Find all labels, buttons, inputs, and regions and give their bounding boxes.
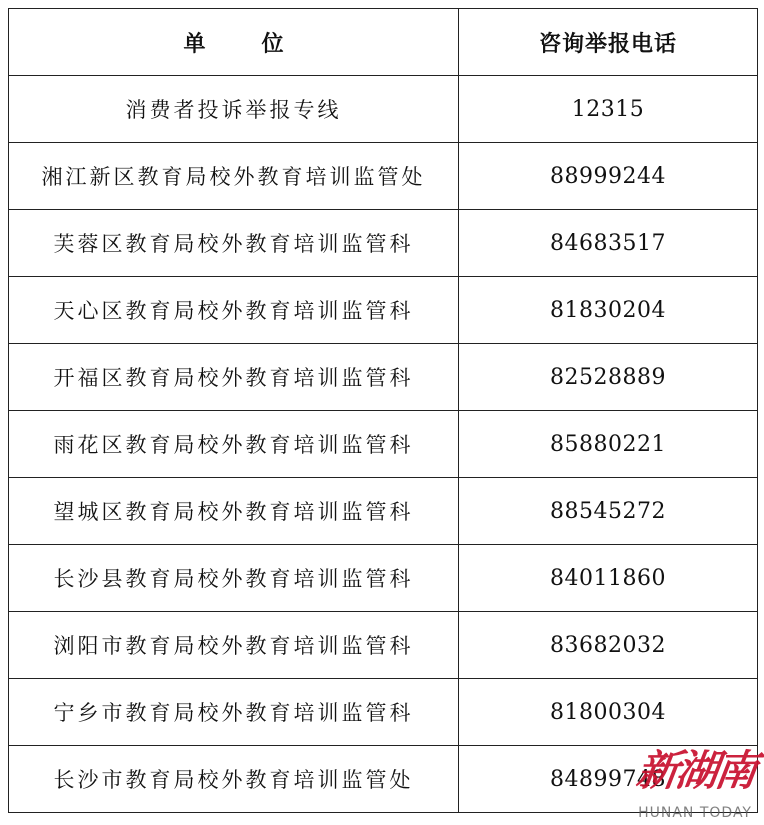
table-row (9, 143, 758, 210)
table-row (9, 76, 758, 143)
phone-cell: 84899748 (459, 746, 758, 813)
table-row (9, 344, 758, 411)
phone-cell: 82528889 (459, 344, 758, 411)
table-row (9, 545, 758, 612)
phone-cell: 88999244 (459, 143, 758, 210)
phone-column-header: 咨询举报电话 (459, 9, 758, 76)
table-row (9, 210, 758, 277)
table-row (9, 411, 758, 478)
phone-cell: 88545272 (459, 478, 758, 545)
phone-cell: 84683517 (459, 210, 758, 277)
unit-header-char-1: 单 (183, 31, 206, 57)
phone-cell: 84011860 (459, 545, 758, 612)
unit-cell: 开福区教育局校外教育培训监管科 (9, 344, 459, 411)
table-row (9, 277, 758, 344)
unit-cell: 消费者投诉举报专线 (9, 76, 459, 143)
unit-cell: 浏阳市教育局校外教育培训监管科 (9, 612, 459, 679)
table-row (9, 478, 758, 545)
phone-cell: 12315 (459, 76, 758, 143)
table-row (9, 746, 758, 813)
unit-cell: 湘江新区教育局校外教育培训监管处 (9, 143, 459, 210)
table-row (9, 612, 758, 679)
unit-cell: 长沙市教育局校外教育培训监管处 (9, 746, 459, 813)
phone-cell: 81800304 (459, 679, 758, 746)
table-row (9, 679, 758, 746)
unit-cell: 天心区教育局校外教育培训监管科 (9, 277, 459, 344)
phone-cell: 81830204 (459, 277, 758, 344)
table-header-row (9, 9, 758, 76)
contact-table (8, 8, 758, 813)
watermark-logo: 新湖南 (633, 746, 758, 795)
phone-cell: 83682032 (459, 612, 758, 679)
unit-cell: 望城区教育局校外教育培训监管科 (9, 478, 459, 545)
unit-column-header (9, 9, 459, 76)
unit-cell: 宁乡市教育局校外教育培训监管科 (9, 679, 459, 746)
unit-cell: 芙蓉区教育局校外教育培训监管科 (9, 210, 459, 277)
phone-cell: 85880221 (459, 411, 758, 478)
watermark-subtitle: HUNAN TODAY (638, 805, 752, 821)
unit-cell: 长沙县教育局校外教育培训监管科 (9, 545, 459, 612)
unit-cell: 雨花区教育局校外教育培训监管科 (9, 411, 459, 478)
unit-header-char-2: 位 (261, 31, 284, 57)
